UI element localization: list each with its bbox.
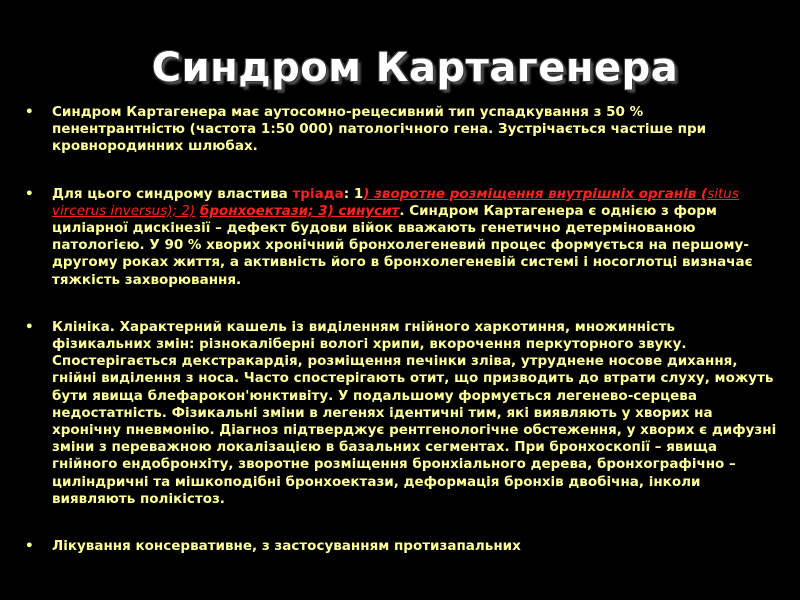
paragraph-text: Клініка. Характерний кашель із виділенням гнійного харкотиння, множинність фізикальних змін: різнокаліберні вологі хрипи, вкорочення перкуторного звуку. Спостерігається декстракардія, розміщення печінки зліва, утруднене носове дихання, гнійні виділення з носа. Часто спостерігають отит, що призводить до втрати слуху, можуть бути явища блефарокон'юнктивіту. У подальшому формується легенево-серцева недостатність. Фізикальні зміни в легенях ідентичні тим, які виявляють у хворих на хронічну пневмонію. Діагноз підтверджує рентгенологічне обстеження, у хворих є дифузні зміни з переважною локалізацією в базальних сегментах. При бронхоскопії – явища гнійного ендобронхіту, зворотне розміщення бронхіального дерева, бронхографічно – циліндричні та мішкоподібні бронхоектази, деформація бронхів двобічна, інколи виявляють полікістоз. [52, 318, 777, 507]
slide-title: Синдром Картагенера [151, 45, 679, 91]
paragraph-text: Синдром Картагенера має аутосомно-рецесивний тип успадкування з 50 % пенентрантністю (частота 1:50 000) патологічного гена. Зустрічається частіше при кровнородинних шлюбах. [52, 104, 707, 155]
bullet-icon: • [25, 538, 34, 555]
bullet-icon: • [25, 185, 34, 202]
triad-latin: situs vircerus inversus); 2) [52, 185, 739, 219]
paragraph-clinic [0, 319, 800, 508]
triad-items-2-3: бронхоектази; 3) синусит [199, 202, 400, 219]
triad-item-1: ) зворотне розміщення внутрішніх органів ( [363, 185, 708, 202]
slide-content [0, 104, 800, 585]
bullet-icon: • [25, 104, 34, 120]
paragraph-triad [0, 186, 800, 289]
triad-number: : 1 [343, 185, 364, 202]
triad-word: тріада [292, 185, 344, 202]
paragraph-inheritance [0, 104, 800, 156]
bullet-icon: • [25, 318, 34, 335]
paragraph-text-part1: Для цього синдрому властива [52, 185, 293, 202]
paragraph-text-part3: . Синдром Картагенера є однією з форм циліарної дискінезії – дефект будови війок вважають генетично детермінованою патологією. У 90 % хворих хронічний бронхолегеневий процес формується на першому-другому роках життя, а активність його в бронхолегеневій системі і носоглотці визначає тяжкість захворювання. [52, 202, 753, 288]
paragraph-treatment [0, 538, 800, 555]
paragraph-text: Лікування консервативне, з застосуванням протизапальних [52, 538, 521, 555]
